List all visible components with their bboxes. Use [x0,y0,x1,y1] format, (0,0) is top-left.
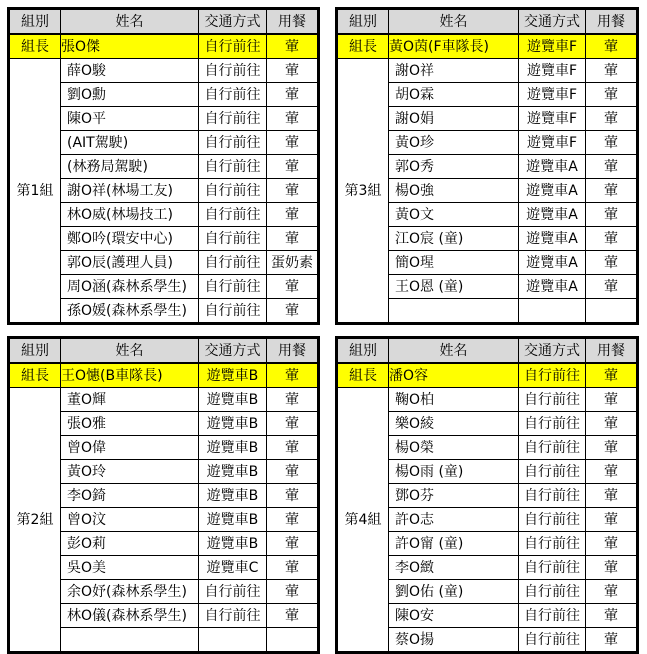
header-name: 姓名 [389,338,519,364]
member-meal: 葷 [586,580,638,604]
header-meal: 用餐 [267,9,319,35]
member-name: 張O雅 [61,412,199,436]
member-transport: 自行前往 [199,179,267,203]
member-name: (林務局駕駛) [61,155,199,179]
member-transport: 自行前往 [199,83,267,107]
member-transport: 遊覽車F [519,131,586,155]
member-name: 劉O勳 [61,83,199,107]
header-row [9,9,319,35]
member-transport: 遊覽車A [519,251,586,275]
leader-transport: 自行前往 [519,363,586,388]
member-name [61,628,199,653]
member-name: 鄧O芬 [389,484,519,508]
header-transport: 交通方式 [519,9,586,35]
header-transport: 交通方式 [199,9,267,35]
member-meal: 葷 [267,131,319,155]
member-meal: 葷 [267,179,319,203]
member-transport: 遊覽車B [199,412,267,436]
leader-name: 張O傑 [61,34,199,59]
member-name: 鞠O柏 [389,388,519,412]
member-transport: 自行前往 [199,203,267,227]
member-meal: 葷 [586,275,638,299]
header-row [337,338,638,364]
member-transport: 自行前往 [199,275,267,299]
leader-meal: 葷 [267,363,319,388]
member-name: 陳O平 [61,107,199,131]
member-name: 蔡O揚 [389,628,519,653]
header-meal: 用餐 [586,9,638,35]
member-transport: 自行前往 [519,556,586,580]
member-transport: 遊覽車B [199,484,267,508]
member-name: 余O妤(森林系學生) [61,580,199,604]
member-meal: 葷 [267,388,319,412]
member-meal: 葷 [586,155,638,179]
member-meal [267,628,319,653]
leader-row [337,363,638,388]
member-name: 周O涵(森林系學生) [61,275,199,299]
header-group: 組別 [9,9,61,35]
leader-transport: 遊覽車F [519,34,586,59]
member-transport: 自行前往 [519,388,586,412]
member-meal: 葷 [267,83,319,107]
member-transport: 自行前往 [199,580,267,604]
member-name: 樂O綾 [389,412,519,436]
member-transport: 遊覽車C [199,556,267,580]
member-meal: 葷 [586,227,638,251]
member-name: 陳O安 [389,604,519,628]
member-name: 彭O莉 [61,532,199,556]
member-transport: 自行前往 [199,251,267,275]
member-meal: 葷 [267,484,319,508]
member-name: 董O輝 [61,388,199,412]
member-name: 鄭O吟(環安中心) [61,227,199,251]
member-name: 謝O祥 [389,59,519,83]
member-transport: 自行前往 [519,580,586,604]
member-meal: 葷 [586,532,638,556]
member-meal: 葷 [267,107,319,131]
member-name: 黃O玲 [61,460,199,484]
member-name: 曾O汶 [61,508,199,532]
leader-name: 黃O茵(F車隊長) [389,34,519,59]
member-name: 李O緻 [389,556,519,580]
member-meal: 葷 [267,580,319,604]
member-meal: 葷 [586,131,638,155]
header-group: 組別 [337,9,389,35]
header-name: 姓名 [61,338,199,364]
group-3-table [335,7,639,325]
member-transport: 自行前往 [519,628,586,653]
member-name: 楊O雨 (童) [389,460,519,484]
member-name: 吳O美 [61,556,199,580]
member-name: 王O恩 (童) [389,275,519,299]
leader-label: 組長 [337,363,389,388]
member-name: 李O錡 [61,484,199,508]
leader-label: 組長 [9,34,61,59]
member-meal: 葷 [586,436,638,460]
member-meal: 葷 [586,388,638,412]
member-transport: 遊覽車F [519,107,586,131]
member-transport [199,628,267,653]
table-row [9,388,319,412]
member-transport: 遊覽車A [519,275,586,299]
leader-name: 王O憓(B車隊長) [61,363,199,388]
member-name: 郭O辰(護理人員) [61,251,199,275]
member-meal: 葷 [267,203,319,227]
member-transport: 自行前往 [519,484,586,508]
member-meal: 葷 [267,155,319,179]
leader-row [337,34,638,59]
header-transport: 交通方式 [199,338,267,364]
table-row [9,59,319,83]
group-label: 第1組 [9,59,61,324]
member-meal: 葷 [586,59,638,83]
member-meal: 葷 [267,436,319,460]
member-meal: 葷 [586,556,638,580]
member-transport: 自行前往 [199,107,267,131]
member-transport: 自行前往 [199,59,267,83]
member-name [389,299,519,324]
member-transport: 自行前往 [199,155,267,179]
leader-meal: 葷 [586,363,638,388]
header-meal: 用餐 [267,338,319,364]
header-name: 姓名 [61,9,199,35]
table-row [337,59,638,83]
leader-label: 組長 [9,363,61,388]
member-meal: 葷 [586,251,638,275]
member-meal: 葷 [586,107,638,131]
group-label: 第3組 [337,59,389,324]
leader-meal: 葷 [267,34,319,59]
leader-transport: 自行前往 [199,34,267,59]
member-meal: 葷 [267,604,319,628]
group-1-table [7,7,320,325]
member-meal: 葷 [267,227,319,251]
member-name: 林O儀(森林系學生) [61,604,199,628]
header-name: 姓名 [389,9,519,35]
member-meal: 葷 [267,460,319,484]
member-transport: 自行前往 [199,131,267,155]
member-meal: 葷 [267,508,319,532]
member-transport: 自行前往 [199,604,267,628]
member-transport [519,299,586,324]
member-meal: 葷 [586,628,638,653]
member-meal: 葷 [267,59,319,83]
leader-row [9,34,319,59]
member-name: 楊O強 [389,179,519,203]
member-name: 胡O霖 [389,83,519,107]
member-meal: 葷 [586,412,638,436]
member-transport: 遊覽車F [519,59,586,83]
member-meal: 葷 [586,460,638,484]
header-transport: 交通方式 [519,338,586,364]
member-name: 江O宸 (童) [389,227,519,251]
member-meal [586,299,638,324]
member-transport: 遊覽車B [199,508,267,532]
member-meal: 葷 [267,299,319,324]
member-transport: 遊覽車B [199,460,267,484]
leader-row [9,363,319,388]
member-meal: 葷 [586,484,638,508]
member-meal: 葷 [586,508,638,532]
member-transport: 遊覽車A [519,203,586,227]
table-row [337,388,638,412]
member-name: 林O威(林場技工) [61,203,199,227]
header-row [337,9,638,35]
leader-name: 潘O容 [389,363,519,388]
group-2-table [7,336,320,654]
member-transport: 遊覽車F [519,83,586,107]
member-transport: 遊覽車A [519,179,586,203]
member-name: 劉O佑 (童) [389,580,519,604]
member-transport: 自行前往 [199,227,267,251]
member-name: 許O甯 (童) [389,532,519,556]
member-transport: 自行前往 [519,508,586,532]
member-name: 孫O媛(森林系學生) [61,299,199,324]
member-name: 曾O偉 [61,436,199,460]
header-group: 組別 [337,338,389,364]
leader-label: 組長 [337,34,389,59]
member-transport: 遊覽車A [519,155,586,179]
member-meal: 蛋奶素 [267,251,319,275]
member-meal: 葷 [267,412,319,436]
header-group: 組別 [9,338,61,364]
member-meal: 葷 [586,179,638,203]
member-meal: 葷 [267,532,319,556]
member-name: 謝O娟 [389,107,519,131]
member-meal: 葷 [267,556,319,580]
member-meal: 葷 [586,203,638,227]
member-transport: 遊覽車B [199,532,267,556]
member-name: 簡O瑆 [389,251,519,275]
member-transport: 自行前往 [199,299,267,324]
member-transport: 遊覽車A [519,227,586,251]
member-meal: 葷 [586,83,638,107]
header-meal: 用餐 [586,338,638,364]
member-name: (AIT駕駛) [61,131,199,155]
leader-transport: 遊覽車B [199,363,267,388]
group-label: 第4組 [337,388,389,653]
member-name: 郭O秀 [389,155,519,179]
member-meal: 葷 [586,604,638,628]
group-4-table [335,336,639,654]
header-row [9,338,319,364]
member-transport: 自行前往 [519,532,586,556]
group-label: 第2組 [9,388,61,653]
member-transport: 自行前往 [519,460,586,484]
member-name: 謝O祥(林場工友) [61,179,199,203]
member-transport: 自行前往 [519,436,586,460]
member-name: 楊O榮 [389,436,519,460]
member-meal: 葷 [267,275,319,299]
member-name: 黃O珍 [389,131,519,155]
member-transport: 自行前往 [519,604,586,628]
member-name: 黃O文 [389,203,519,227]
member-name: 薛O駿 [61,59,199,83]
member-transport: 遊覽車B [199,388,267,412]
leader-meal: 葷 [586,34,638,59]
member-name: 許O志 [389,508,519,532]
member-transport: 自行前往 [519,412,586,436]
member-transport: 遊覽車B [199,436,267,460]
